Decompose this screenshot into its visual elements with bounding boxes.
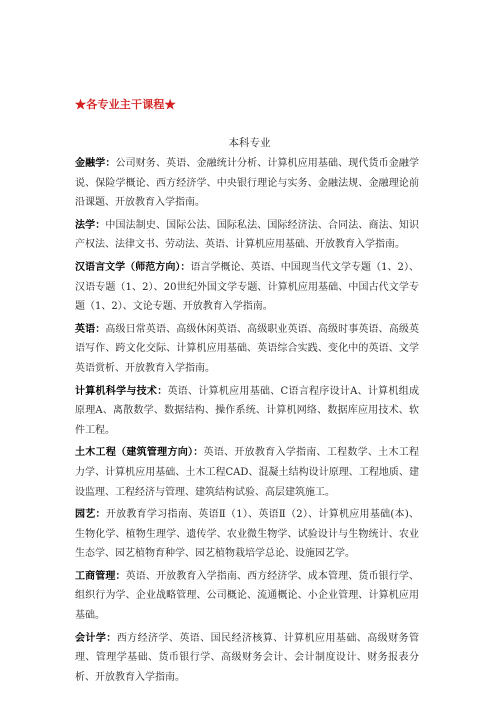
major-name: 英语：	[75, 323, 106, 335]
major-entry	[75, 258, 419, 317]
major-entry	[75, 382, 419, 441]
major-name: 金融学：	[75, 158, 116, 169]
major-name: 法学：	[75, 219, 106, 231]
major-entry	[75, 629, 419, 688]
major-name: 会计学：	[75, 632, 117, 644]
major-entry	[75, 154, 419, 213]
major-entry	[75, 443, 419, 502]
major-name: 园艺：	[75, 509, 106, 521]
major-courses: 高级日常英语、高级休闲英语、高级职业英语、高级时事英语、高级英语写作、跨文化交际、计算机应用基础、英语综合实践、变化中的英语、文学英语赏析、开放教育入学指南。	[75, 323, 420, 374]
major-courses: 开放教育学习指南、英语Ⅱ（1）、英语Ⅱ（2）、计算机应用基础(本)、生物化学、植物生理学、遗传学、农业微生物学、试验设计与生物统计、农业生态学、园艺植物育种学、园艺植物栽培学总论、设施园艺学。	[75, 509, 420, 560]
major-name: 工商管理：	[75, 570, 126, 582]
major-entry	[75, 320, 419, 379]
major-name: 汉语言文学（师范方向）：	[75, 261, 191, 273]
major-courses: 西方经济学、英语、国民经济核算、计算机应用基础、高级财务管理、管理学基础、货币银行学、高级财务会计、会计制度设计、财务报表分析、开放教育入学指南。	[75, 632, 419, 683]
major-entry	[75, 505, 419, 564]
major-name: 计算机科学与技术：	[75, 385, 168, 397]
subtitle	[0, 135, 496, 150]
major-entry	[75, 216, 419, 255]
major-courses: 中国法制史、国际公法、国际私法、国际经济法、合同法、商法、知识产权法、法律文书、劳动法、英语、计算机应用基础、开放教育入学指南。	[75, 219, 420, 251]
subtitle-text: 本科专业	[228, 137, 271, 149]
major-courses: 语言学概论、英语、中国现当代文学专题（1、2）、汉语专题（1、2）、20世纪外国文学专题、计算机应用基础、中国古代文学专题（1、2）、文论专题、开放教育入学指南。	[75, 261, 419, 313]
major-courses: 英语、开放教育入学指南、工程数学、土木工程力学、计算机应用基础、土木工程CAD、混凝土结构设计原理、工程地质、建设监理、工程经济与管理、建筑结构试验、高层建筑施工。	[75, 447, 420, 498]
major-courses: 公司财务、英语、金融统计分析、计算机应用基础、现代货币金融学说、保险学概论、西方经济学、中央银行理论与实务、金融法规、金融理论前沿课题、开放教育入学指南。	[75, 158, 420, 209]
major-name: 土木工程（建筑管理方向）：	[75, 447, 204, 459]
major-list	[75, 154, 419, 690]
major-courses: 英语、开放教育入学指南、西方经济学、成本管理、货币银行学、组织行为学、企业战略管理、公司概论、流通概论、小企业管理、计算机应用基础。	[75, 570, 420, 622]
major-courses: 英语、计算机应用基础、C语言程序设计A、计算机组成原理A、离散数学、数据结构、操作系统、计算机网络、数据库应用技术、软件工程。	[75, 385, 420, 436]
section-heading: ★各专业主干课程★	[75, 98, 176, 111]
major-entry	[75, 567, 419, 626]
